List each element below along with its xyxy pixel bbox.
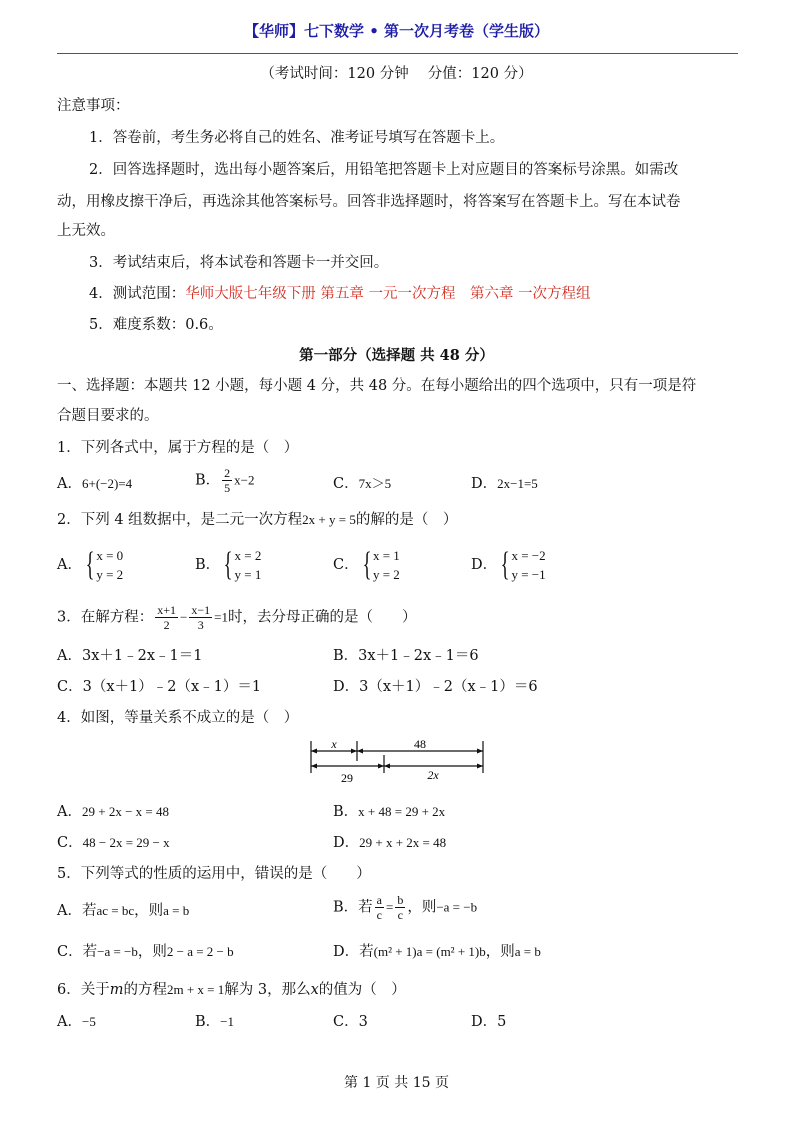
q5-c-cond: −a = −b: [97, 944, 138, 959]
q1-c-label: C．: [333, 476, 359, 492]
exam-info: （考试时间：120 分钟 分值：120 分）: [260, 66, 533, 82]
q1-stem: 1．下列各式中，属于方程的是（ ）: [57, 440, 299, 456]
q2-c-system: { x = 1 y = 2: [362, 546, 400, 583]
q3-option-b: B．3x＋1﹣2x﹣1＝6: [333, 648, 479, 664]
q3-stem-b: 时，去分母正确的是（ ）: [227, 609, 417, 626]
q2-option-a: [57, 546, 123, 584]
q2-b-row-1: x = 2: [234, 548, 262, 563]
q1-a-label: A．: [57, 476, 82, 492]
q4-fig-label-x: x: [331, 737, 337, 751]
q1-option-c: [333, 474, 391, 494]
q1-b-fraction: [222, 466, 232, 495]
q6-b-label: B．: [195, 1014, 221, 1030]
q3-option-c: C．3（x＋1）﹣2（x﹣1）＝1: [57, 679, 262, 695]
note-4: [89, 284, 591, 304]
q3-minus: −: [180, 609, 188, 625]
q4-option-c: [57, 833, 170, 853]
q4-option-a: [57, 802, 169, 822]
q5-b-label: B．若: [333, 899, 373, 916]
q4-stem: 4．如图，等量关系不成立的是（ ）: [57, 710, 299, 726]
q5-option-c: [57, 942, 234, 962]
q5-b-then: ，则: [407, 899, 437, 916]
q5-c-then: ，则: [137, 944, 167, 960]
q6-option-d: D．5: [471, 1014, 507, 1030]
q4-segment-figure: [300, 737, 500, 787]
q2-a-system: { x = 0 y = 2: [85, 546, 124, 583]
q5-a-cond: ac = bc: [96, 903, 135, 918]
q3-stem: [57, 603, 416, 632]
q6-option-c: C．3: [333, 1014, 368, 1030]
q2-d-label: D．: [471, 557, 498, 573]
q2-a-row-1: x = 0: [96, 548, 124, 563]
q2-c-row-1: x = 1: [372, 548, 400, 563]
q4-b-label: B．: [333, 804, 359, 820]
page-footer: 第 1 页 共 15 页: [344, 1075, 449, 1091]
q3-eq: =1: [214, 609, 228, 625]
q5-option-a: [57, 901, 189, 921]
q2-b-row-2: y = 1: [234, 567, 262, 582]
q4-b-expr: x + 48 = 29 + 2x: [358, 804, 446, 819]
header-title: 【华师】七下数学 • 第一次月考卷（学生版）: [243, 22, 550, 40]
note-1: 1．答卷前，考生务必将自己的姓名、准考证号填写在答题卡上。: [89, 130, 505, 146]
q4-d-expr: 29 + x + 2x = 48: [359, 835, 447, 850]
q6-stem-b: 的方程: [123, 982, 167, 998]
q3-stem-a: 3．在解方程：: [57, 609, 154, 626]
header-divider: [57, 53, 738, 54]
note-2-line-1: 2．回答选择题时，选出每小题答案后，用铅笔把答题卡上对应题目的答案标号涂黑。如需改: [89, 162, 679, 178]
q1-a-expr: 6+(−2)=4: [81, 476, 133, 491]
q5-b-n2: b: [397, 893, 404, 907]
q4-option-d: [333, 833, 446, 853]
q4-fig-label-48: 48: [414, 737, 426, 751]
q2-stem: [57, 510, 457, 530]
q5-b-n1: a: [376, 893, 382, 907]
q3-fraction-2: [189, 603, 212, 632]
q6-a-expr: −5: [81, 1014, 96, 1029]
q4-d-label: D．: [333, 835, 360, 851]
q5-option-b: [333, 893, 477, 922]
q6-option-a: [57, 1012, 96, 1032]
q2-d-row-2: y = −1: [511, 567, 546, 582]
q3-fraction-1: [155, 603, 178, 632]
q4-c-label: C．: [57, 835, 83, 851]
q4-a-label: A．: [57, 804, 82, 820]
q4-fig-label-29: 29: [341, 771, 353, 785]
q1-b-num: 2: [224, 466, 231, 480]
q3-option-d: D．3（x＋1）﹣2（x﹣1）＝6: [333, 679, 538, 695]
q1-b-label: B．: [195, 472, 221, 489]
q4-fig-label-2x: 2x: [427, 768, 439, 782]
q6-stem: [57, 980, 406, 1000]
q5-d-res: a = b: [514, 944, 541, 959]
q6-var-x: x: [310, 982, 319, 998]
q5-b-res: −a = −b: [436, 899, 478, 915]
note-4-scope: 华师大版七年级下册 第五章 一元一次方程 第六章 一次方程组: [185, 286, 591, 302]
note-4-prefix: 4．测试范围：: [89, 286, 186, 302]
q5-c-label: C．若: [57, 944, 98, 960]
q1-c-expr: 7x＞5: [358, 476, 392, 491]
q6-a-label: A．: [57, 1014, 82, 1030]
q3-f1-num: x+1: [157, 603, 177, 617]
q2-option-b: [195, 546, 261, 584]
q2-d-row-1: x = −2: [511, 548, 546, 563]
q2-a-label: A．: [57, 557, 82, 573]
q5-b-fraction-2: [395, 893, 405, 922]
q2-c-label: C．: [333, 557, 359, 573]
q6-stem-d: 的值为（ ）: [318, 982, 406, 998]
q5-a-res: a = b: [163, 903, 190, 918]
q3-f1-den: 2: [163, 618, 170, 632]
part-1-intro-line-2: 合题目要求的。: [57, 408, 159, 424]
q2-option-d: [471, 546, 546, 584]
q1-d-expr: 2x−1=5: [497, 476, 538, 491]
q5-b-eq: =: [385, 899, 394, 915]
q2-c-row-2: y = 2: [372, 567, 400, 582]
q5-stem: 5．下列等式的性质的运用中，错误的是（ ）: [57, 866, 371, 882]
q2-a-row-2: y = 2: [96, 567, 124, 582]
q2-stem-b: 的解的是（ ）: [355, 512, 458, 528]
q1-d-label: D．: [471, 476, 498, 492]
q1-b-den: 5: [224, 481, 231, 495]
q6-option-b: [195, 1012, 234, 1032]
q2-stem-a: 2．下列 4 组数据中，是二元一次方程: [57, 512, 303, 528]
q4-a-expr: 29 + 2x − x = 48: [81, 804, 169, 819]
notes-heading: 注意事项：: [57, 98, 130, 114]
q5-d-label: D．若: [333, 944, 374, 960]
q5-b-d1: c: [376, 908, 382, 922]
q6-stem-c: 解为 3，那么: [224, 982, 311, 998]
q4-c-expr: 48 − 2x = 29 − x: [82, 835, 170, 850]
note-5: 5．难度系数：0.6。: [89, 317, 223, 333]
q2-b-label: B．: [195, 557, 221, 573]
q5-d-cond: (m² + 1)a = (m² + 1)b: [373, 944, 486, 959]
q6-equation: 2m + x = 1: [166, 982, 225, 997]
part-1-intro-line-1: 一、选择题：本题共 12 小题，每小题 4 分，共 48 分。在每小题给出的四个选项中，只有一项是符: [57, 378, 697, 394]
q1-option-b: [195, 466, 255, 495]
q5-b-fraction-1: [375, 893, 384, 922]
q2-equation: 2x + y = 5: [302, 512, 356, 527]
q6-b-expr: −1: [220, 1014, 234, 1029]
note-3: 3．考试结束后，将本试卷和答题卡一并交回。: [89, 255, 389, 271]
q2-option-c: [333, 546, 400, 584]
q6-stem-a: 6．关于: [57, 982, 110, 998]
note-2-line-2: 动，用橡皮擦干净后，再选涂其他答案标号。回答非选择题时，将答案写在答题卡上。写在本试卷: [57, 194, 681, 210]
q5-b-d2: c: [397, 908, 403, 922]
q3-f2-den: 3: [197, 618, 204, 632]
q5-a-label: A．若: [57, 903, 97, 919]
q4-option-b: [333, 802, 445, 822]
q2-d-system: { x = −2 y = −1: [500, 546, 546, 583]
q5-d-then: ，则: [485, 944, 515, 960]
q1-b-rest: x−2: [234, 472, 255, 488]
q5-option-d: [333, 942, 541, 962]
q3-option-a: A．3x＋1﹣2x﹣1＝1: [57, 648, 203, 664]
q5-a-then: ，则: [134, 903, 164, 919]
q1-option-a: [57, 474, 132, 494]
q5-c-res: 2 − a = 2 − b: [166, 944, 234, 959]
part-1-title: 第一部分（选择题 共 48 分）: [299, 347, 494, 364]
note-2-line-3: 上无效。: [57, 223, 115, 239]
q2-b-system: { x = 2 y = 1: [223, 546, 262, 583]
q6-var-m: m: [109, 982, 124, 998]
q1-option-d: [471, 474, 538, 494]
q3-f2-num: x−1: [191, 603, 211, 617]
